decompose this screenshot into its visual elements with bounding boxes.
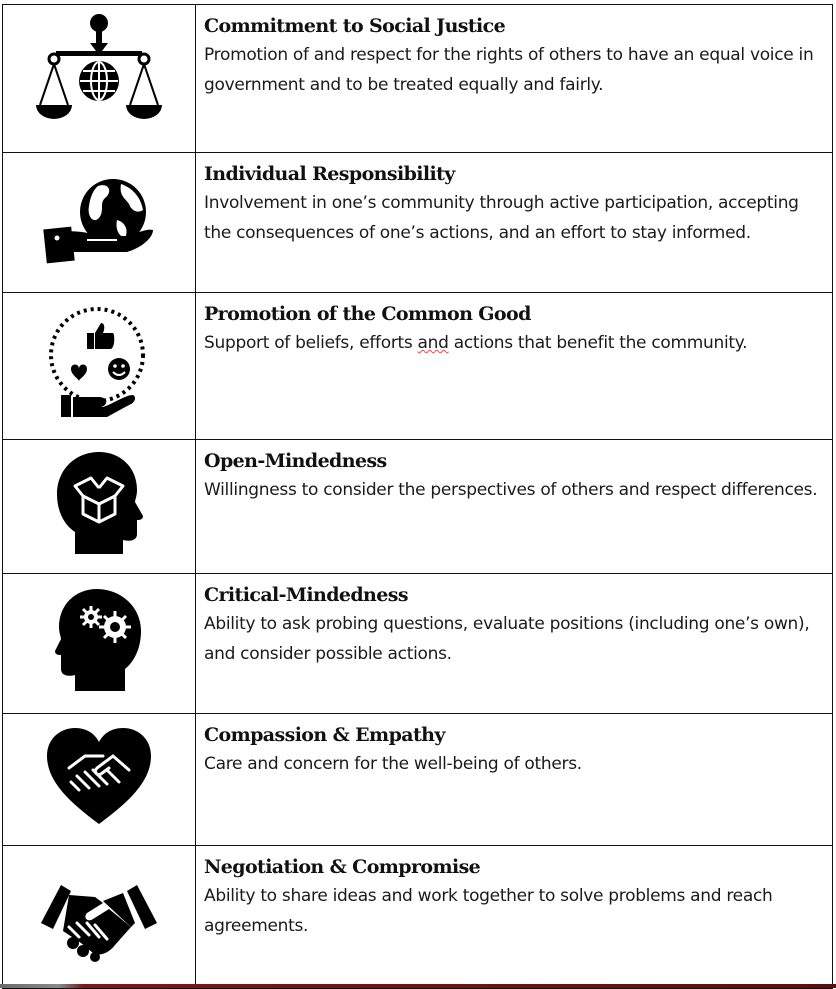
table-row bbox=[3, 153, 833, 293]
values-table bbox=[2, 4, 833, 989]
table-row bbox=[3, 293, 833, 440]
table-row bbox=[3, 846, 833, 989]
icon-cell bbox=[3, 153, 196, 293]
table-row bbox=[3, 5, 833, 153]
value-description: Support of beliefs, efforts and actions that benefit the community. bbox=[204, 333, 748, 353]
text-cell bbox=[196, 440, 833, 574]
text-cell bbox=[196, 293, 833, 440]
text-cell bbox=[196, 714, 833, 846]
value-title: Commitment to Social Justice bbox=[204, 15, 506, 37]
icon-cell bbox=[3, 574, 196, 714]
icon-cell bbox=[3, 714, 196, 846]
value-title: Compassion & Empathy bbox=[204, 724, 445, 746]
bottom-strip bbox=[0, 984, 836, 988]
head-gears-icon bbox=[55, 587, 143, 691]
value-title: Negotiation & Compromise bbox=[204, 856, 481, 878]
value-description: Ability to ask probing questions, evaluate positions (including one’s own), and consider possible actions. bbox=[204, 614, 810, 664]
value-description: Willingness to consider the perspectives of others and respect differences. bbox=[204, 480, 818, 500]
value-description: Promotion of and respect for the rights of others to have an equal voice in government and to be treated equally and fairly. bbox=[204, 45, 814, 95]
community-care-hand-icon bbox=[47, 307, 151, 419]
handshake-icon bbox=[39, 883, 159, 963]
icon-cell bbox=[3, 846, 196, 989]
justice-scales-globe-icon bbox=[34, 13, 164, 131]
text-cell bbox=[196, 846, 833, 989]
text-cell bbox=[196, 5, 833, 153]
hand-holding-globe-icon bbox=[43, 176, 155, 264]
table-row bbox=[3, 574, 833, 714]
text-cell bbox=[196, 153, 833, 293]
value-title: Critical-Mindedness bbox=[204, 584, 408, 606]
icon-cell bbox=[3, 440, 196, 574]
table-row bbox=[3, 440, 833, 574]
icon-cell bbox=[3, 293, 196, 440]
icon-cell bbox=[3, 5, 196, 153]
heart-handshake-icon bbox=[45, 726, 153, 826]
value-description: Ability to share ideas and work together to solve problems and reach agreements. bbox=[204, 886, 773, 936]
text-cell bbox=[196, 574, 833, 714]
value-title: Individual Responsibility bbox=[204, 163, 455, 185]
table-row bbox=[3, 714, 833, 846]
head-open-box-icon bbox=[55, 450, 143, 554]
value-title: Promotion of the Common Good bbox=[204, 303, 531, 325]
value-description: Care and concern for the well-being of others. bbox=[204, 754, 582, 774]
value-description: Involvement in one’s community through active participation, accepting the consequences of one’s actions, and an effort to stay informed. bbox=[204, 193, 799, 243]
value-title: Open-Mindedness bbox=[204, 450, 387, 472]
